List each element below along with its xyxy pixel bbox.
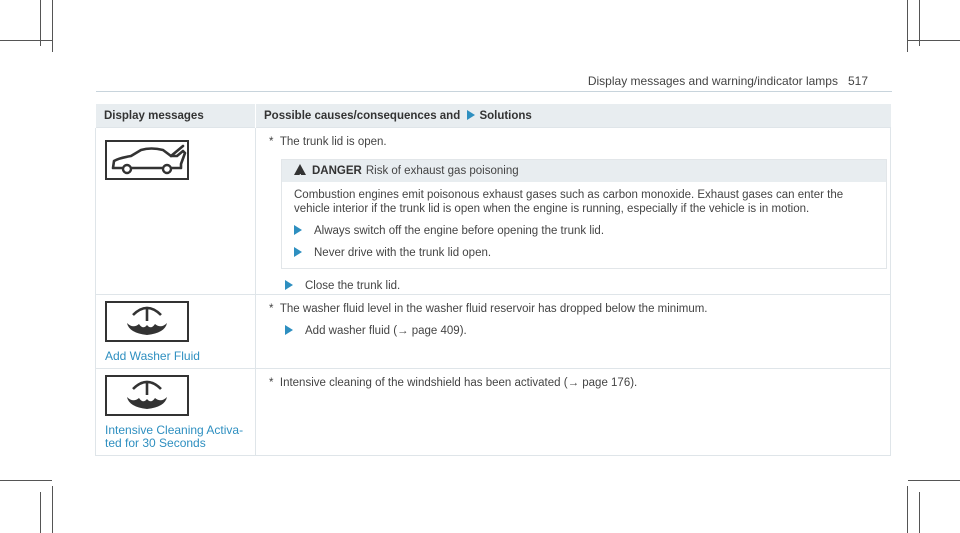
trunk-open-car-icon: [105, 140, 189, 180]
warning-triangle-icon: !: [294, 164, 306, 175]
table-row: [96, 295, 891, 369]
danger-header: [282, 160, 886, 182]
solution-text: Add washer fluid (: [305, 325, 398, 337]
solution-step: [285, 279, 889, 293]
danger-label: DANGER: [312, 165, 362, 177]
col-header-display-messages: Display messages: [96, 104, 256, 128]
display-messages-table: [95, 104, 891, 456]
crop-mark: [52, 486, 53, 533]
cause-text: * Intensive cleaning of the windshield has been activated (→ page 176).: [269, 377, 638, 389]
crop-mark: [0, 40, 52, 41]
page-ref-arrow: →: [397, 325, 409, 337]
running-title: Display messages and warning/indicator lamps: [587, 74, 838, 88]
cause-text-value: The washer fluid level in the washer fluid reservoir has dropped below the minimum.: [279, 303, 708, 315]
cause-text-value: Intensive cleaning of the windshield has been activated (: [279, 377, 568, 389]
message-cell: [96, 295, 256, 369]
col-header-solutions-text: Solutions: [479, 109, 532, 122]
page-ref-link[interactable]: page 176).: [579, 377, 638, 389]
step-arrow-icon: [285, 325, 293, 335]
danger-step-text: Never drive with the trunk lid open.: [314, 247, 492, 259]
message-caption: Add Washer Fluid: [105, 349, 200, 363]
message-caption: [105, 424, 254, 450]
page-ref-link[interactable]: page 409).: [408, 325, 467, 337]
cause-text: * The trunk lid is open.: [269, 136, 387, 148]
step-arrow-icon: [285, 280, 293, 290]
page-ref-arrow: →: [567, 377, 580, 389]
table-header-row: [96, 104, 891, 128]
message-cell: [96, 369, 256, 456]
solution-step: [285, 324, 889, 338]
crop-mark: [908, 40, 960, 41]
running-header: [588, 74, 868, 88]
step-arrow-icon: [294, 225, 302, 235]
solution-cell: [256, 369, 891, 456]
message-caption-line: Intensive Cleaning Activa-: [105, 423, 244, 437]
crop-mark: [907, 0, 908, 52]
danger-step-text: Always switch off the engine before opening the trunk lid.: [314, 225, 605, 237]
solution-cell: [256, 295, 891, 369]
crop-mark: [0, 480, 52, 481]
cause-text: * The washer fluid level in the washer fluid reservoir has dropped below the minimum.: [269, 303, 708, 315]
danger-step: [294, 224, 874, 238]
message-cell: [96, 128, 256, 295]
danger-step: [294, 246, 874, 260]
solution-cell: [256, 128, 891, 295]
solution-text: Close the trunk lid.: [305, 280, 401, 292]
solution-arrow-icon: [467, 110, 475, 120]
danger-body-text: Combustion engines emit poisonous exhaust gases such as carbon monoxide. Exhaust gases can enter the vehicle interior if the trunk lid is open when the engine is running, especially if the vehicle is in motion.: [294, 189, 844, 215]
page-number: 517: [847, 74, 868, 88]
crop-mark: [908, 480, 960, 481]
step-arrow-icon: [294, 247, 302, 257]
crop-mark: [919, 492, 920, 533]
cause-text-value: The trunk lid is open.: [279, 136, 387, 148]
message-caption-line: ted for 30 Seconds: [105, 436, 206, 450]
col-header-causes-solutions: [256, 104, 891, 128]
crop-mark: [40, 492, 41, 533]
table-row: [96, 128, 891, 295]
table-row: [96, 369, 891, 456]
washer-fluid-icon: [105, 301, 189, 342]
crop-mark: [52, 0, 53, 52]
header-rule: [96, 91, 892, 92]
col-header-causes-text: Possible causes/consequences and: [264, 109, 461, 122]
crop-mark: [907, 486, 908, 533]
washer-fluid-icon: [105, 375, 189, 416]
danger-body: [282, 182, 886, 268]
danger-title: Risk of exhaust gas poisoning: [365, 165, 519, 177]
danger-box: [281, 159, 887, 269]
